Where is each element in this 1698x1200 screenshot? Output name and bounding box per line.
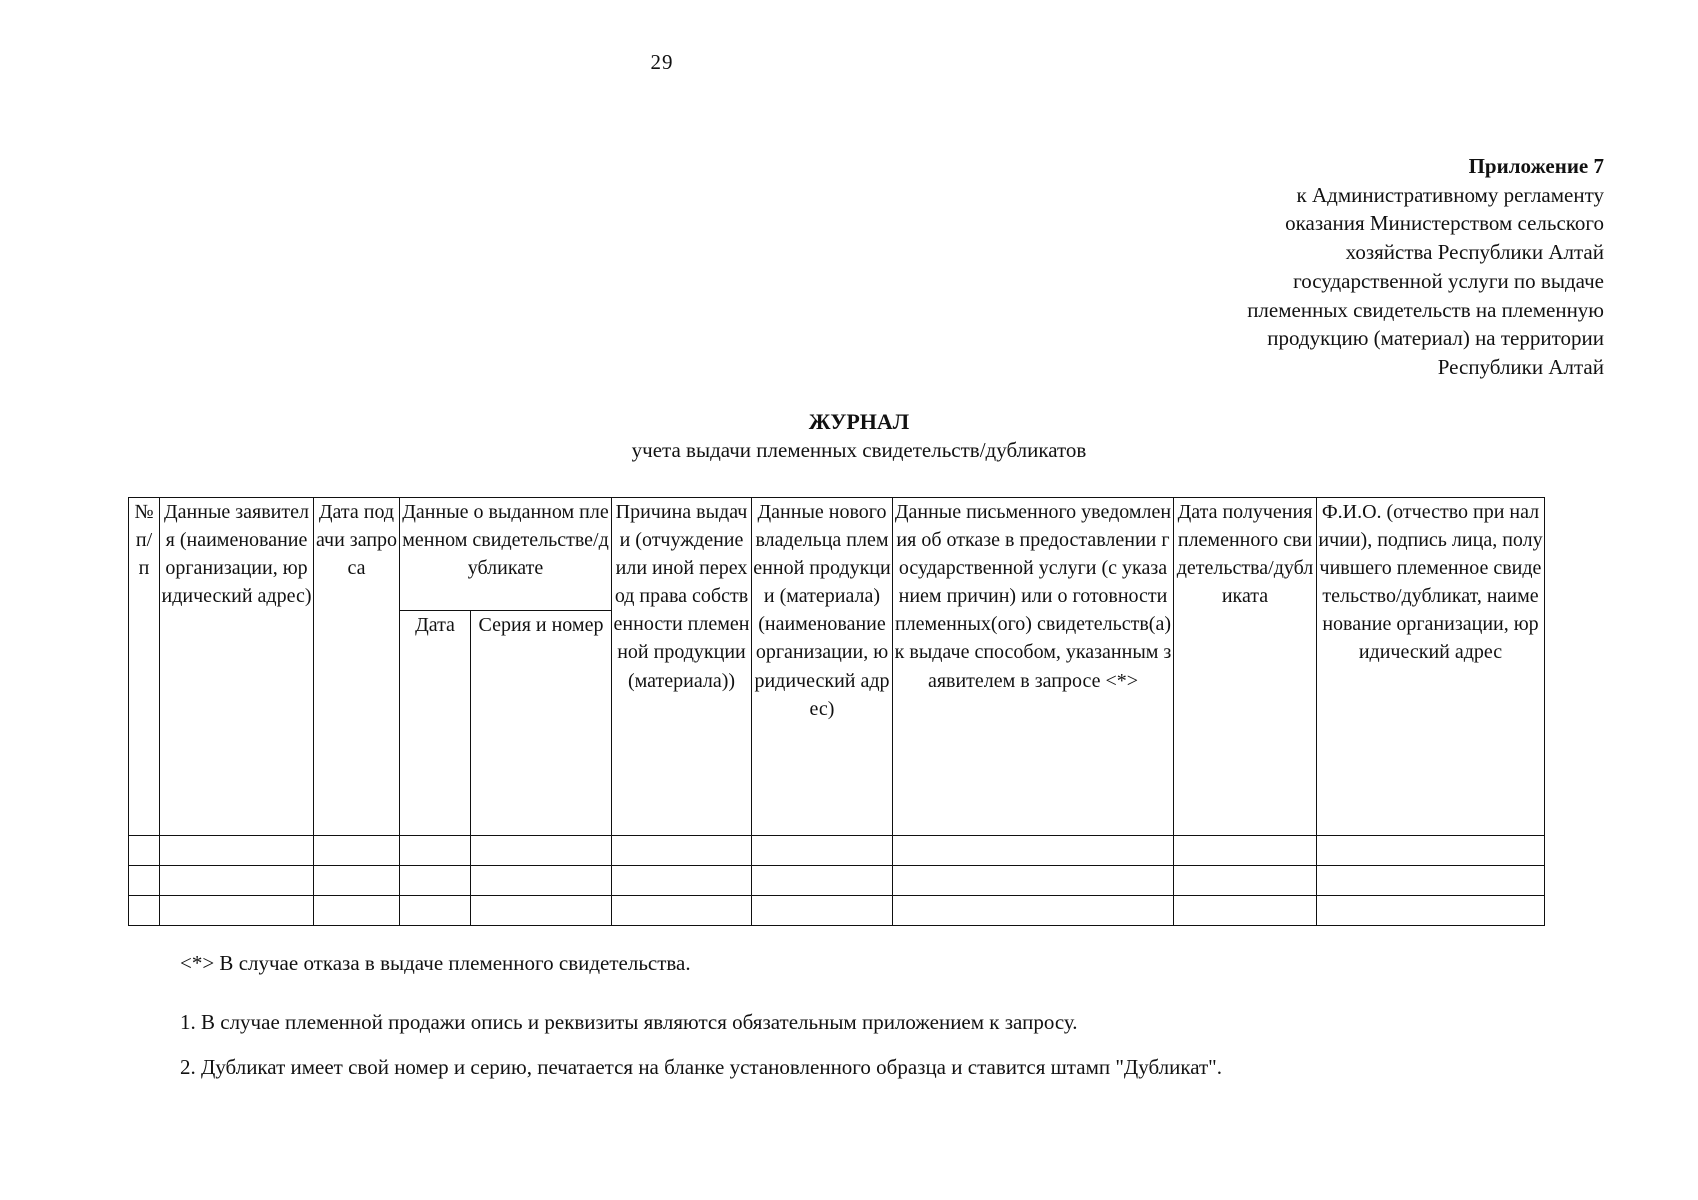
table-row (129, 866, 1545, 896)
table-cell (1174, 866, 1317, 896)
appendix-heading: Приложение 7 (1468, 154, 1604, 178)
table-cell (752, 836, 893, 866)
table-cell (129, 896, 160, 926)
header-number: № п/ п (129, 498, 160, 836)
header-issued-series: Серия и номер (471, 611, 612, 836)
appendix-line: хозяйства Республики Алтай (1345, 240, 1604, 265)
header-issued-date: Дата (400, 611, 471, 836)
appendix-line: продукцию (материал) на территории (1267, 326, 1604, 351)
header-receipt-date: Дата получения племенного свидетельства/дубликата (1174, 498, 1317, 836)
table-cell (1174, 836, 1317, 866)
table-cell (160, 866, 314, 896)
journal-table (128, 497, 1545, 926)
journal-subtitle: учета выдачи племенных свидетельств/дубликатов (631, 438, 1087, 462)
page-number: 29 (650, 50, 674, 74)
header-applicant: Данные заявителя (наименование организации, юридический адрес) (160, 498, 314, 836)
table-cell (612, 896, 752, 926)
table-cell (471, 866, 612, 896)
table-cell (471, 896, 612, 926)
table-cell (893, 896, 1174, 926)
table-cell (314, 836, 400, 866)
table-cell (160, 896, 314, 926)
header-new-owner: Данные нового владельца племенной продукции (материала) (наименование организации, юридический адрес) (752, 498, 893, 836)
table-row (129, 836, 1545, 866)
table-cell (400, 836, 471, 866)
table-cell (400, 896, 471, 926)
table-cell (612, 836, 752, 866)
table-cell (1174, 896, 1317, 926)
table-cell (129, 836, 160, 866)
header-reason: Причина выдачи (отчуждение или иной переход права собственности племенной продукции (материала)) (612, 498, 752, 836)
footnote: <*> В случае отказа в выдаче племенного свидетельства. (180, 951, 691, 975)
table-cell (1317, 896, 1545, 926)
table-row (129, 896, 1545, 926)
appendix-line: племенных свидетельств на племенную (1247, 297, 1604, 322)
table-cell (400, 866, 471, 896)
table-cell (129, 866, 160, 896)
table-cell (1317, 836, 1545, 866)
table-cell (893, 866, 1174, 896)
table-cell (1317, 866, 1545, 896)
appendix-line: к Административному регламенту (1296, 182, 1604, 207)
table-cell (893, 836, 1174, 866)
journal-title: ЖУРНАЛ (808, 409, 910, 434)
table-cell (314, 896, 400, 926)
table-cell (314, 866, 400, 896)
note-item: 2. Дубликат имеет свой номер и серию, печатается на бланке установленного образца и ставится штамп "Дубликат". (180, 1055, 1223, 1079)
appendix-line: Республики Алтай (1437, 354, 1604, 379)
table-cell (752, 866, 893, 896)
appendix-block (1044, 152, 1604, 382)
header-request-date: Дата подачи запроса (314, 498, 400, 836)
table-cell (160, 836, 314, 866)
note-item: 1. В случае племенной продажи опись и реквизиты являются обязательным приложением к запросу. (180, 1010, 1078, 1034)
appendix-line: государственной услуги по выдаче (1293, 268, 1604, 293)
appendix-line: оказания Министерством сельского (1285, 211, 1604, 236)
header-refusal-notice: Данные письменного уведомления об отказе в предоставлении государственной услуги (с указанием причин) или о готовности племенных(ого) свидетельств(а) к выдаче способом, указанным заявителем в запросе <*> (893, 498, 1174, 836)
header-row (129, 498, 1545, 611)
header-recipient: Ф.И.О. (отчество при наличии), подпись лица, получившего племенное свидетельство/дубликат, наименование организации, юридический адрес (1317, 498, 1545, 836)
table-cell (612, 866, 752, 896)
table-cell (752, 896, 893, 926)
table-cell (471, 836, 612, 866)
header-issued-certificate: Данные о выданном племенном свидетельстве/дубликате (400, 498, 612, 611)
